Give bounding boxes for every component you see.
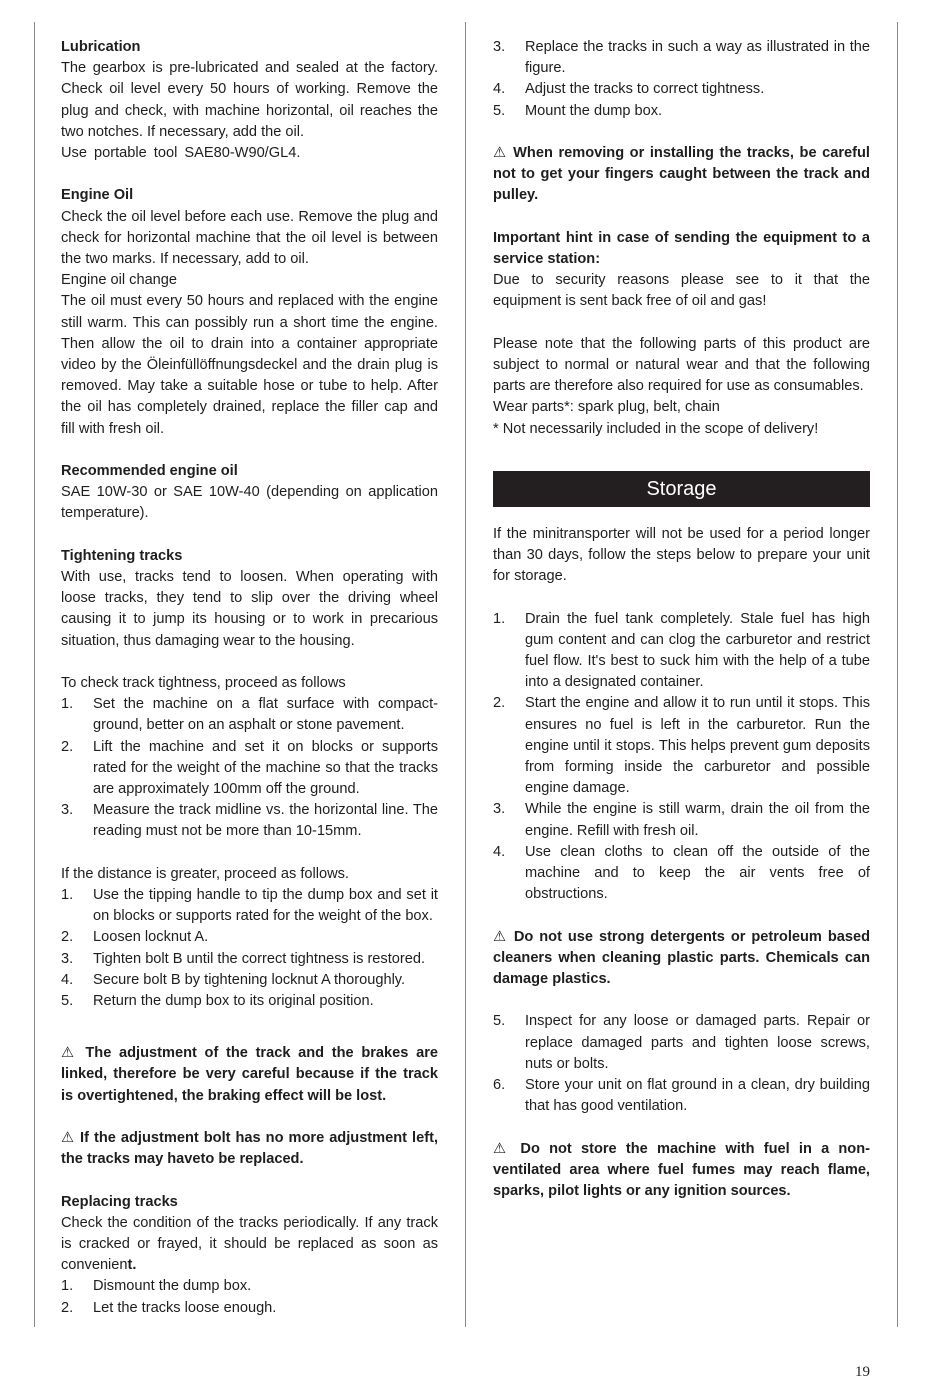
- warning-fingers: ⚠ When removing or installing the tracks, be careful not to get your fingers caught between the track and pulley.: [493, 145, 870, 204]
- tightening-tracks-text: With use, tracks tend to loosen. When operating with loose tracks, they tend to slip over the driving wheel causing it to jump its housing or to work in precarious situation, thus damaging wear to the housing.: [61, 569, 438, 649]
- check-tightness-steps: [61, 694, 438, 842]
- warning-adjustment-bolt: ⚠ If the adjustment bolt has no more adjustment left, the tracks may haveto be replaced.: [61, 1130, 438, 1168]
- list-item: 2. Let the tracks loose enough.: [61, 1299, 277, 1316]
- recommended-oil-text: SAE 10W-30 or SAE 10W-40 (depending on application temperature).: [61, 484, 438, 522]
- list-item: 2. Lift the machine and set it on blocks or supports rated for the weight of the machine so that the tracks are approximately 100mm off the ground.: [61, 738, 438, 798]
- list-item: 5. Return the dump box to its original position.: [61, 993, 374, 1010]
- list-item: 3. Measure the track midline vs. the horizontal line. The reading must not be more than 10-15mm.: [61, 802, 438, 840]
- distance-greater-intro: If the distance is greater, proceed as follows.: [61, 865, 349, 882]
- list-item: 4. Adjust the tracks to correct tightness.: [493, 81, 765, 98]
- storage-steps-continued: [493, 1011, 870, 1117]
- storage-intro: If the minitransporter will not be used for a period longer than 30 days, follow the steps below to prepare your unit for storage.: [493, 525, 870, 585]
- left-margin-rule: [34, 22, 35, 1327]
- left-column: [61, 37, 438, 1319]
- right-column: [493, 37, 870, 1202]
- storage-section-banner: Storage: [493, 471, 870, 507]
- service-hint-text: Due to security reasons please see to it that the equipment is sent back free of oil and gas!: [493, 272, 870, 310]
- replacing-tracks-heading: Replacing tracks: [61, 1193, 178, 1210]
- replacing-tracks-steps-continued: [493, 37, 870, 122]
- wear-parts-list: Wear parts*: spark plug, belt, chain: [493, 399, 720, 416]
- engine-oil-change-label: Engine oil change: [61, 272, 178, 289]
- list-item: 5. Mount the dump box.: [493, 102, 663, 119]
- check-tightness-intro: To check track tightness, proceed as follows: [61, 675, 346, 692]
- wear-parts-note: * Not necessarily included in the scope of delivery!: [493, 420, 819, 437]
- warning-track-brakes: ⚠ The adjustment of the track and the brakes are linked, therefore be very careful because if the track is overtightened, the braking effect will be lost.: [61, 1045, 438, 1104]
- list-item: 3. While the engine is still warm, drain the oil from the engine. Refill with fresh oil.: [493, 801, 870, 839]
- list-item: 2. Start the engine and allow it to run until it stops. This ensures no fuel is left in the carburetor. Run the engine until it stops. This helps prevent gum deposits from forming inside the carburetor and possible engine damage.: [493, 695, 870, 797]
- service-hint-heading: Important hint in case of sending the equipment to a service station:: [493, 229, 870, 267]
- list-item: 1. Drain the fuel tank completely. Stale fuel has high gum content and can clog the carburetor and restrict fuel flow. It's best to suck him with the help of a tube into a designated container.: [493, 610, 870, 691]
- lubrication-tool: Use portable tool SAE80-W90/GL4.: [61, 145, 301, 162]
- engine-oil-text: Check the oil level before each use. Remove the plug and check for horizontal machine that the oil level is between the two marks. If necessary, add to oil.: [61, 208, 438, 268]
- wear-parts-text: Please note that the following parts of this product are subject to normal or natural wear and that the following parts are therefore also required for use as consumables.: [493, 335, 870, 395]
- list-item: 2. Loosen locknut A.: [61, 929, 209, 946]
- replacing-tracks-text: Check the condition of the tracks periodically. If any track is cracked or frayed, it should be replaced as soon as convenient.: [61, 1214, 438, 1274]
- lubrication-text: The gearbox is pre-lubricated and sealed at the factory. Check oil level every 50 hours of working. Remove the plug and check, with machine horizontal, oil reaches the two notches. If necessary, add the oil.: [61, 60, 438, 140]
- list-item: 3. Replace the tracks in such a way as illustrated in the figure.: [493, 39, 870, 77]
- right-margin-rule: [897, 22, 898, 1327]
- list-item: 6. Store your unit on flat ground in a clean, dry building that has good ventilation.: [493, 1077, 870, 1115]
- engine-oil-heading: Engine Oil: [61, 187, 134, 204]
- distance-greater-steps: [61, 885, 438, 1012]
- list-item: 4. Secure bolt B by tightening locknut A thoroughly.: [61, 971, 406, 988]
- storage-steps: [493, 609, 870, 906]
- list-item: 1. Dismount the dump box.: [61, 1278, 252, 1295]
- page-number: 19: [855, 1364, 870, 1380]
- list-item: 1. Use the tipping handle to tip the dump box and set it on blocks or supports rated for the weight of the box.: [61, 887, 438, 925]
- warning-detergents: ⚠ Do not use strong detergents or petroleum based cleaners when cleaning plastic parts. Chemicals can damage plastics.: [493, 928, 870, 988]
- column-divider-rule: [465, 22, 466, 1327]
- tightening-tracks-heading: Tightening tracks: [61, 547, 183, 564]
- list-item: 4. Use clean cloths to clean off the outside of the machine and to keep the air vents free of obstructions.: [493, 843, 870, 903]
- list-item: 1. Set the machine on a flat surface with compact-ground, better on an asphalt or stone pavement.: [61, 696, 438, 734]
- recommended-oil-heading: Recommended engine oil: [61, 463, 238, 480]
- list-item: 3. Tighten bolt B until the correct tightness is restored.: [61, 950, 426, 967]
- lubrication-heading: Lubrication: [61, 39, 141, 55]
- engine-oil-change-text: The oil must every 50 hours and replaced with the engine still warm. This can possibly run a short time the engine. Then allow the oil to drain into a container appropriate video by the Öleinfüllöffnungsdeckel and the drain plug is removed. May take a suitable hose or tube to help. After the oil has completely drained, replace the filler cap and fill with fresh oil.: [61, 293, 438, 437]
- list-item: 5. Inspect for any loose or damaged parts. Repair or replace damaged parts and tighten loose screws, nuts or bolts.: [493, 1013, 870, 1072]
- replacing-tracks-steps: [61, 1276, 438, 1318]
- warning-fuel-storage: ⚠ Do not store the machine with fuel in a non-ventilated area where fuel fumes may reach flame, sparks, pilot lights or any ignition sources.: [493, 1140, 870, 1200]
